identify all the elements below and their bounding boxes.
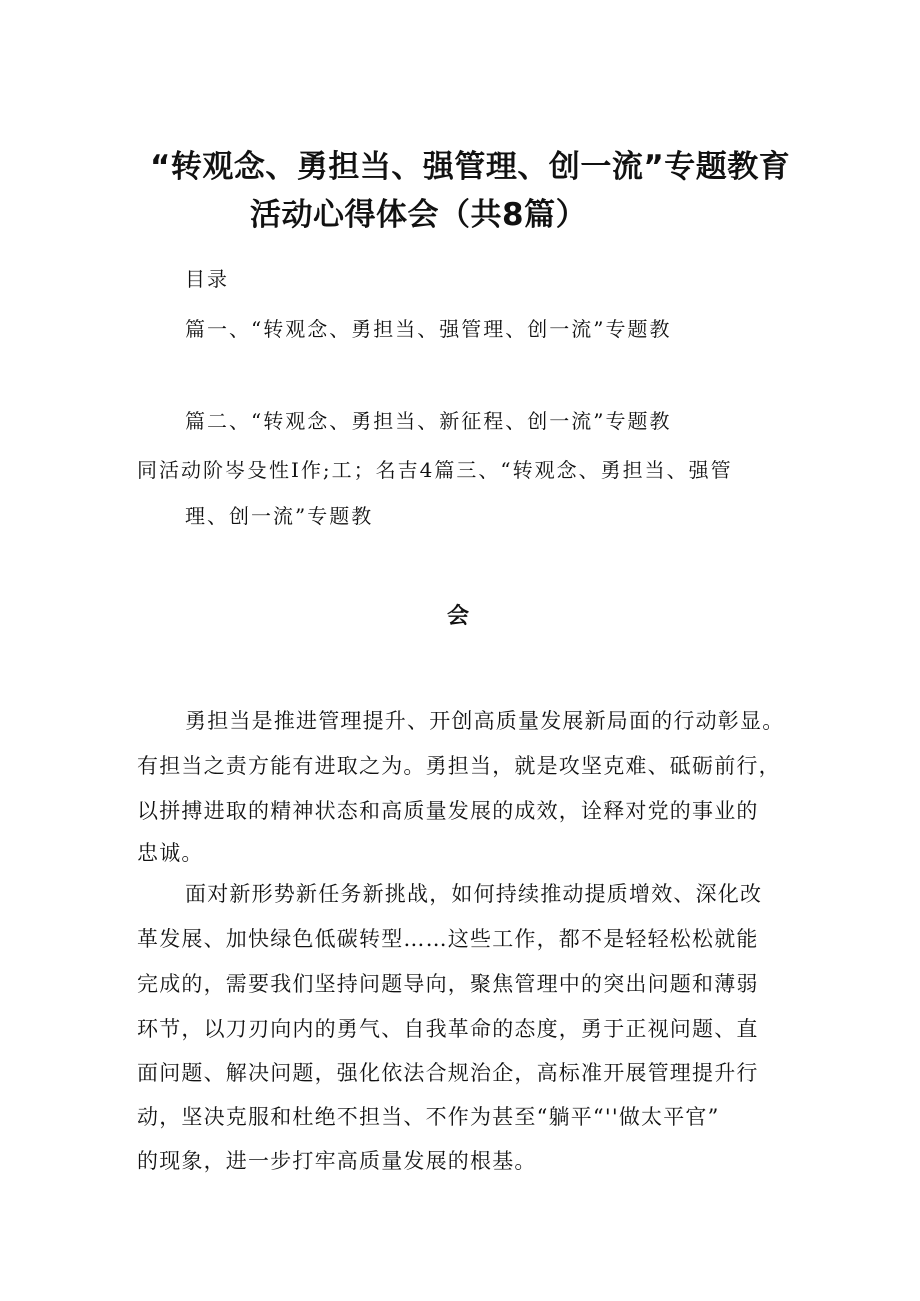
toc-entry-1: 篇一、“转观念、勇担当、强管理、创一流”专题教	[185, 317, 672, 341]
paragraph-2-line-5: 面问题、解决问题，强化依法合规治企，高标准开展管理提升行	[137, 1061, 759, 1085]
paragraph-2-line-7: 的现象，进一步打牢高质量发展的根基。	[137, 1149, 537, 1173]
document-title-line-1: “转观念、勇担当、强管理、创一流”专题教育	[150, 149, 791, 185]
paragraph-1-line-2: 有担当之责方能有进取之为。勇担当，就是攻坚克难、砥砺前行，	[137, 754, 781, 778]
paragraph-2-line-3: 完成的，需要我们坚持问题导向，聚焦管理中的突出问题和薄弱	[137, 972, 759, 996]
paragraph-1-line-4: 忠诚。	[137, 841, 204, 865]
paragraph-2-line-2: 革发展、加快绿色低碳转型……这些工作，都不是轻轻松松就能	[137, 927, 759, 951]
toc-heading: 目录	[185, 267, 229, 291]
toc-entry-3-line-1: 同活动阶岑殳性I作;工；名吉4篇三、“转观念、勇担当、强管	[137, 458, 733, 482]
document-title-line-2: 活动心得体会（共8篇）	[250, 197, 588, 233]
section-character: 会	[447, 604, 470, 629]
paragraph-2-line-4: 环节，以刀刃向内的勇气、自我革命的态度，勇于正视问题、直	[137, 1017, 759, 1041]
paragraph-1-line-1: 勇担当是推进管理提升、开创高质量发展新局面的行动彰显。	[185, 709, 785, 733]
toc-entry-3-line-2: 理、创一流”专题教	[185, 504, 374, 528]
toc-entry-2: 篇二、“转观念、勇担当、新征程、创一流”专题教	[185, 409, 672, 433]
paragraph-1-line-3: 以拼搏进取的精神状态和高质量发展的成效，诠释对党的事业的	[137, 799, 759, 823]
paragraph-2-line-1: 面对新形势新任务新挑战，如何持续推动提质增效、深化改	[185, 882, 763, 906]
paragraph-2-line-6: 动，坚决克服和杜绝不担当、不作为甚至“躺平“''做太平官”	[137, 1105, 720, 1129]
